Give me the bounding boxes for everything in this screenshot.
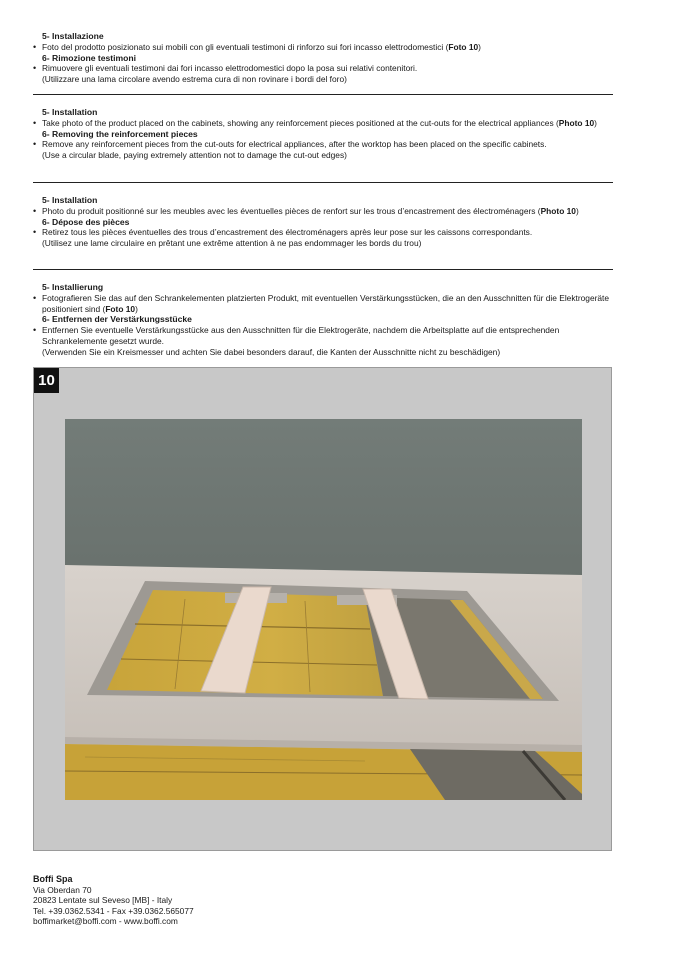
worktop-photo-illustration	[65, 419, 582, 800]
heading-removing-en: 6- Removing the reinforcement pieces	[42, 128, 198, 139]
phone-fax: Tel. +39.0362.5341 - Fax +39.0362.565077	[33, 905, 194, 916]
photo-number-badge: 10	[34, 368, 59, 393]
section-english	[33, 107, 613, 161]
heading-installation-en: 5- Installation	[42, 107, 98, 117]
section-italian	[33, 31, 613, 85]
heading-entfernen-de: 6- Entfernen der Verstärkungsstücke	[42, 314, 192, 325]
note-german: (Verwenden Sie ein Kreismesser und achten Sie dabei besonders darauf, die Kanten der Ausschnitte nicht zu beschädigen)	[42, 346, 501, 357]
address-line-1: Via Oberdan 70	[33, 884, 92, 895]
heading-depose-fr: 6- Dépose des pièces	[42, 216, 130, 227]
worktop-photo	[65, 419, 582, 800]
section-french	[33, 195, 613, 249]
bullet-installierung-de: • Fotografieren Sie das auf den Schrankelementen platzierten Produkt, mit eventuellen Verstärkungsstücken, die an den Ausschnitten für die Elektrogeräte positioniert sind (Foto 10)	[33, 293, 613, 315]
note-english: (Use a circular blade, paying extremely attention not to damage the cut-out edges)	[42, 150, 347, 161]
address-line-2: 20823 Lentate sul Seveso [MB] - Italy	[33, 895, 173, 906]
bullet-installazione: • Foto del prodotto posizionato sui mobili con gli eventuali testimoni di rinforzo sui fori incasso elettrodomestici (Foto 10)	[33, 42, 613, 53]
divider	[33, 182, 613, 183]
company-name: Boffi Spa	[33, 874, 73, 884]
note-italian: (Utilizzare una lama circolare avendo estrema cura di non rovinare i bordi del foro)	[42, 74, 347, 85]
email-web: boffimarket@boffi.com - www.boffi.com	[33, 916, 178, 927]
heading-installazione: 5- Installazione	[42, 31, 104, 41]
footer-address	[33, 874, 194, 927]
bullet-installation-en: • Take photo of the product placed on the cabinets, showing any reinforcement pieces positioned at the cut-outs for the electrical appliances (Photo 10)	[33, 118, 613, 129]
divider	[33, 94, 613, 95]
bullet-installation-fr: • Photo du produit positionné sur les meubles avec les éventuelles pièces de renfort sur les trous d’encastrement des électroménagers (Photo 10)	[33, 206, 613, 217]
bullet-depose-fr: • Retirez tous les pièces éventuelles des trous d’encastrement des électroménagers après leur pose sur les caissons correspondants.	[33, 227, 613, 238]
section-german	[33, 282, 613, 358]
bullet-entfernen-de: • Entfernen Sie eventuelle Verstärkungsstücke aus den Ausschnitten für die Elektrogeräte, nachdem die Arbeitsplatte auf die entsprechenden Schrankelemente gesetzt wurde.	[33, 325, 613, 347]
heading-rimozione: 6- Rimozione testimoni	[42, 52, 137, 63]
divider	[33, 269, 613, 270]
photo-frame	[33, 367, 612, 851]
heading-installierung-de: 5- Installierung	[42, 282, 104, 292]
heading-installation-fr: 5- Installation	[42, 195, 98, 205]
note-french: (Utilisez une lame circulaire en prêtant une extrême attention à ne pas endommager les bords du trou)	[42, 238, 422, 249]
bullet-rimozione: • Rimuovere gli eventuali testimoni dai fori incasso elettrodomestici dopo la posa sui relativi contenitori.	[33, 63, 613, 74]
bullet-removing-en: • Remove any reinforcement pieces from the cut-outs for electrical appliances, after the worktop has been placed on the specific cabinets.	[33, 139, 613, 150]
